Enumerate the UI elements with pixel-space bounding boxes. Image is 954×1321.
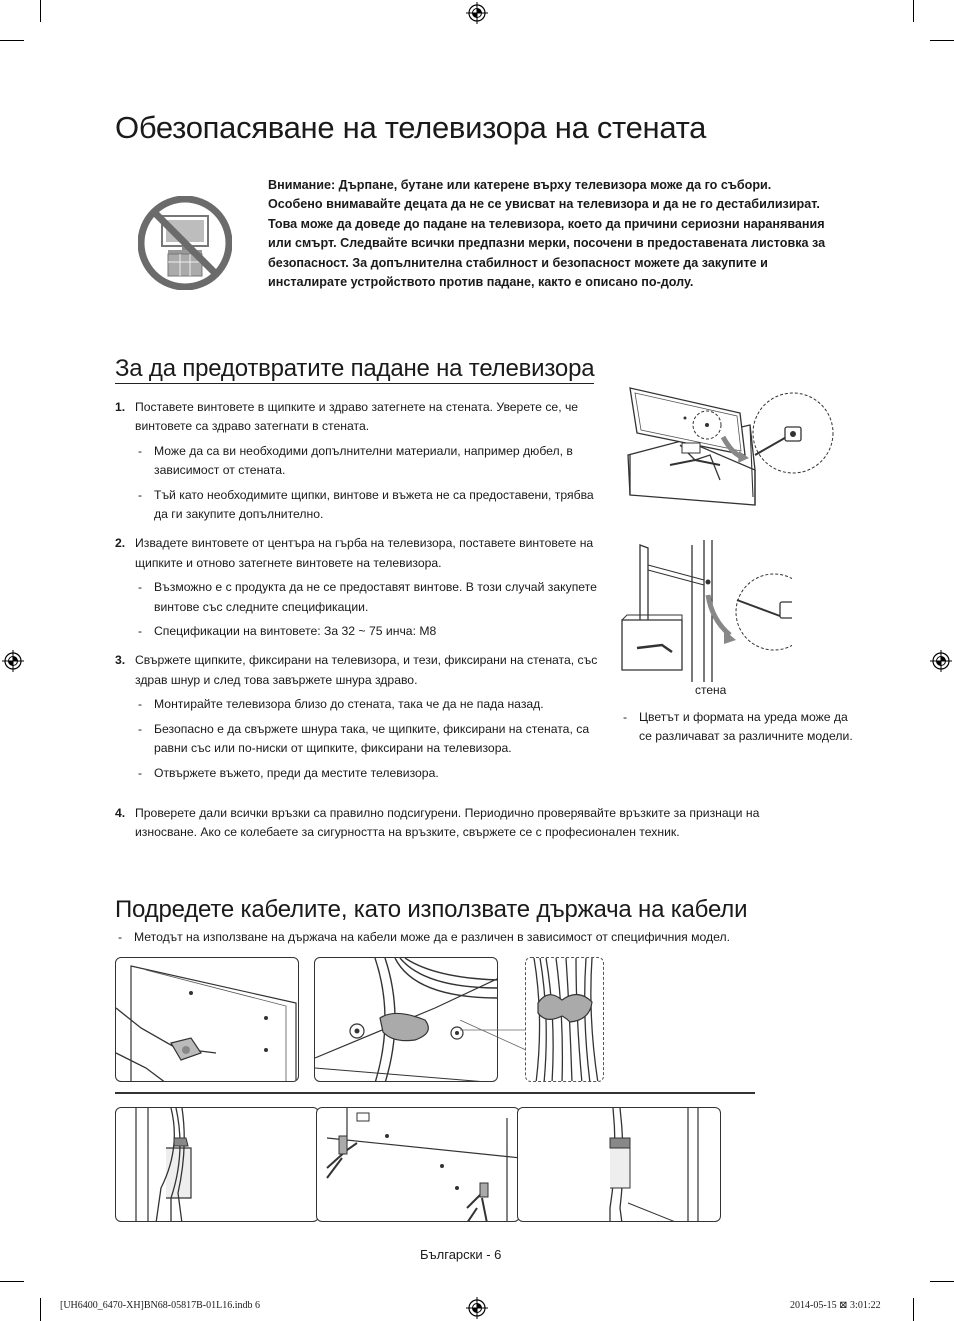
crop-mark xyxy=(930,40,954,41)
step-subitem: - Отвържете въжето, преди да местите телевизора. xyxy=(138,765,439,780)
imprint-left: [UH6400_6470-XH]BN68-05817B-01L16.indb 6 xyxy=(60,1300,260,1311)
step-subitem: - Тъй като необходимите щипки, винтове и въжета не са предоставени, трябва да ги закупите допълнително. xyxy=(138,487,594,522)
registration-mark-icon xyxy=(466,1297,488,1319)
section-heading-cable-holder: Подредете кабелите, като използвате държача на кабели xyxy=(115,896,748,923)
registration-mark-icon xyxy=(930,650,952,672)
step-subitem: - Спецификации на винтовете: За 32 ~ 75 инча: M8 xyxy=(138,624,437,639)
crop-mark xyxy=(0,1281,24,1282)
step-subitem: - Възможно е с продукта да не се предоставят винтове. В този случай закупете винтове със следните спецификации. xyxy=(138,580,597,614)
connector-lines xyxy=(460,1020,540,1060)
wall-label: стена xyxy=(695,683,727,697)
crop-mark xyxy=(930,1281,954,1282)
subitem-text: Монтирайте телевизора близо до стената, така че да не пада назад. xyxy=(154,697,544,712)
tv-wall-anchor-illustration xyxy=(625,385,835,510)
step-number: 1. xyxy=(115,400,126,414)
imprint-right: 2014-05-15 ⊠ 3:01:22 xyxy=(790,1300,881,1311)
step-number: 3. xyxy=(115,653,126,668)
step-text: Извадете винтовете от центъра на гърба на телевизора, поставете винтовете на щипките и отново затегнете винтовете на телевизора. xyxy=(135,536,594,570)
figure-note: - Цветът и формата на уреда може да се различават за различните модели. xyxy=(623,710,853,744)
step-subitem: - Монтирайте телевизора близо до стената, така че да не пада назад. xyxy=(138,697,544,712)
crop-mark xyxy=(40,1298,41,1321)
section-heading-text: За да предотвратите падане на телевизора xyxy=(115,355,595,382)
page-title: Обезопасяване на телевизора на стената xyxy=(115,110,707,145)
subitem-text: Отвържете въжето, преди да местите телевизора. xyxy=(154,765,439,780)
subitem-text: Може да са ви необходими допълнителни материали, например дюбел, в зависимост от стената. xyxy=(154,443,573,478)
step-number: 4. xyxy=(115,806,126,820)
step-item xyxy=(115,398,605,437)
crop-mark xyxy=(0,40,24,41)
registration-mark-icon xyxy=(2,650,24,672)
cable-holder-note-text: Методът на използване на държача на кабели може да е различен в зависимост от специфичния модел. xyxy=(134,930,731,944)
cable-holder-illustration xyxy=(316,1107,520,1222)
cable-holder-note: - Методът на използване на държача на кабели може да е различен в зависимост от специфичния модел. xyxy=(118,930,731,944)
crop-mark xyxy=(913,0,914,22)
step-number: 2. xyxy=(115,536,126,551)
step-subitem: - Може да са ви необходими допълнителни материали, например дюбел, в зависимост от стената. xyxy=(138,443,573,478)
warning-text: Внимание: Дърпане, бутане или катерене върху телевизора може да го събори. Особено внимавайте децата да не се увисват на телевизора и да не го дестабилизират. Това може да доведе до падане на телевизора, което да причини сериозни наранявания или смърт. Следвайте всички предпазни мерки, посочени в предоставената листовка за безопасност. За допълнителна стабилност и безопасност можете да закупите и инсталирате устройството против падане, както е описано по-долу. xyxy=(268,178,826,290)
registration-mark-icon xyxy=(466,2,488,24)
step-text: Проверете дали всички връзки са правилно подсигурени. Периодично проверявайте връзките за признаци на износване. Ако се колебаете за сигурността на връзките, свържете се с професионален техник. xyxy=(135,806,760,840)
subitem-text: Възможно е с продукта да не се предоставят винтове. В този случай закупете винтове със следните спецификации. xyxy=(154,580,597,614)
step-item xyxy=(115,651,605,690)
subitem-text: Спецификации на винтовете: За 32 ~ 75 инча: M8 xyxy=(154,624,437,639)
cable-holder-illustration xyxy=(115,1107,319,1222)
tv-wall-side-illustration xyxy=(612,540,792,682)
step-text: Поставете винтовете в щипките и здраво затегнете на стената. Уверете се, че винтовете са здраво затегнати в стената. xyxy=(135,400,579,434)
divider xyxy=(115,1092,755,1094)
step-text: Свържете щипките, фиксирани на телевизора, и тези, фиксирани на стената, със здрав шнур и след това завържете шнура здраво. xyxy=(135,653,598,687)
section-heading-prevent-fall xyxy=(115,355,594,383)
cable-holder-illustration xyxy=(517,1107,721,1222)
step-item xyxy=(115,534,605,573)
step-subitem: - Безопасно е да свържете шнура така, че щипките, фиксирани на стената, са равни със или по-ниски от щипките, фиксирани на телевизора. xyxy=(138,721,590,756)
no-climbing-warning-icon xyxy=(138,196,232,290)
cable-holder-illustration xyxy=(115,957,299,1082)
subitem-text: Тъй като необходимите щипки, винтове и въжета не са предоставени, трябва да ги закупите допълнително. xyxy=(154,487,594,522)
figure-note-text: Цветът и формата на уреда може да се различават за различните модели. xyxy=(639,710,853,744)
page-number: Български - 6 xyxy=(420,1247,502,1262)
subitem-text: Безопасно е да свържете шнура така, че щипките, фиксирани на стената, са равни със или по-ниски от щипките, фиксирани на телевизора. xyxy=(154,721,590,756)
crop-mark xyxy=(40,0,41,22)
step-item-4 xyxy=(115,804,815,843)
crop-mark xyxy=(913,1298,914,1321)
steps-list xyxy=(115,398,605,793)
